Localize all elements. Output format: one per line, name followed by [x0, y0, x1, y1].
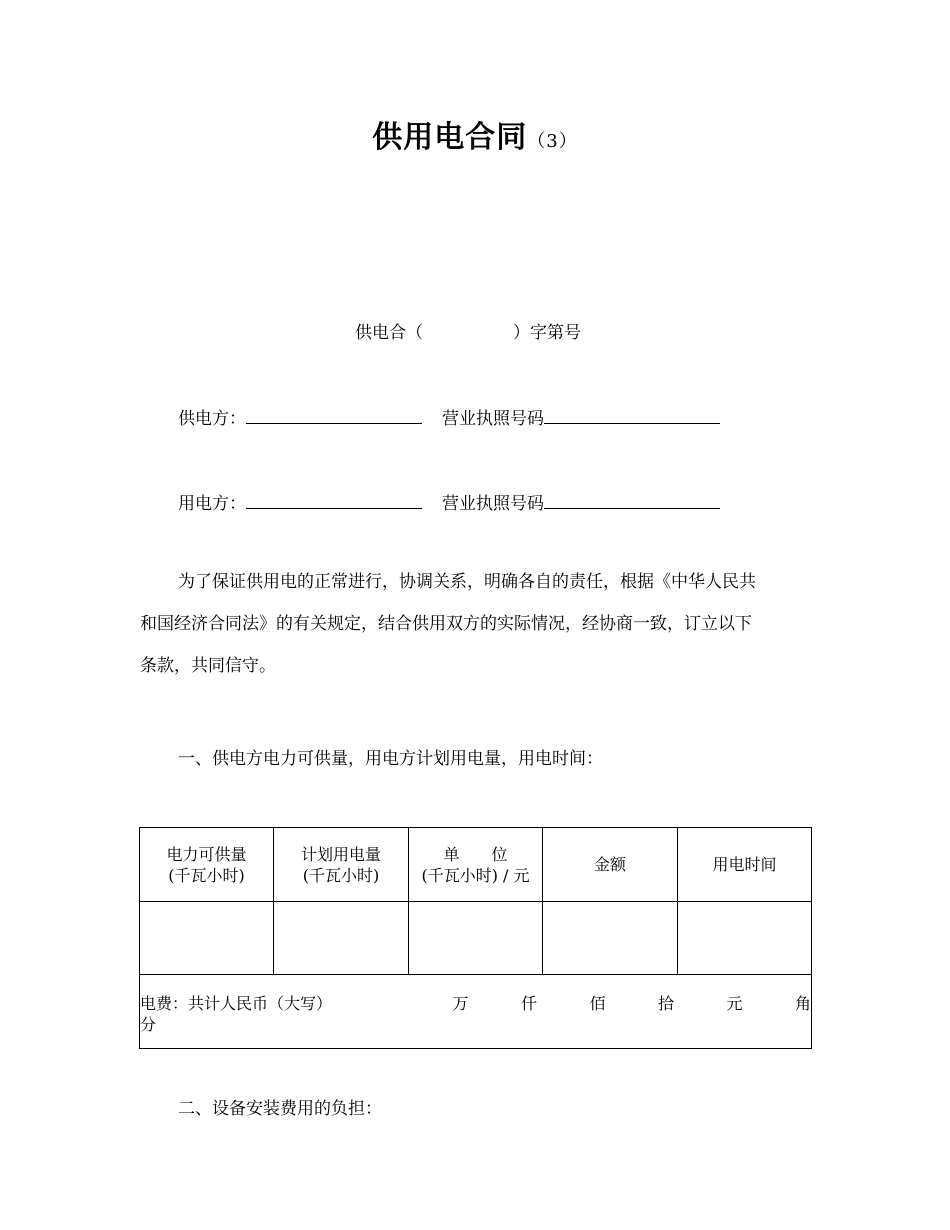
contract-number-line — [355, 318, 581, 343]
fee-line — [140, 993, 811, 1014]
section-1-heading: 一、供电方电力可供量，用电方计划用电量，用电时间： — [178, 749, 603, 769]
table-data-row — [140, 902, 812, 975]
supplier-license-label: 营业执照号码 — [442, 409, 544, 429]
consumer-license-blank[interactable] — [544, 494, 720, 509]
supplier-label: 供电方： — [178, 409, 246, 429]
header-cell-unit — [409, 828, 543, 902]
data-cell-supply[interactable] — [140, 902, 274, 975]
header-cell-amount — [543, 828, 678, 902]
data-cell-amount[interactable] — [543, 902, 678, 975]
title-suffix: （3） — [527, 131, 578, 152]
data-cell-planned[interactable] — [274, 902, 409, 975]
data-cell-time[interactable] — [678, 902, 812, 975]
supplier-license-blank[interactable] — [544, 409, 720, 424]
intro-paragraph — [140, 561, 812, 687]
fee-unit-yuan: 元 — [726, 994, 743, 1013]
contract-number-suffix: ）字第号 — [513, 323, 581, 343]
consumer-label: 用电方： — [178, 494, 246, 514]
header-planned-line1: 计划用电量 — [300, 844, 381, 864]
header-amount-label: 金额 — [593, 855, 626, 874]
header-supply-line2: (千瓦小时) — [168, 865, 245, 885]
fee-row — [140, 975, 812, 1049]
header-unit-line1: 单 位 — [443, 844, 508, 864]
data-cell-unit[interactable] — [409, 902, 543, 975]
consumer-name-blank[interactable] — [246, 494, 422, 509]
intro-line-3: 条款，共同信守。 — [140, 656, 276, 676]
fee-unit-fen: 分 — [140, 1015, 157, 1034]
fee-unit-jiao: 角 — [794, 994, 811, 1013]
fee-cell — [140, 975, 812, 1049]
supplier-name-blank[interactable] — [246, 409, 422, 424]
header-cell-supply — [140, 828, 274, 902]
intro-line-2: 和国经济合同法》的有关规定，结合供用双方的实际情况，经协商一致，订立以下 — [140, 614, 752, 634]
power-supply-table — [139, 827, 812, 1049]
fee-unit-qian: 仟 — [520, 994, 537, 1013]
fee-label: 电费：共计人民币（大写） — [140, 994, 333, 1013]
fee-unit-bai: 佰 — [589, 994, 606, 1013]
fee-unit-shi: 拾 — [657, 994, 674, 1013]
table-header-row — [140, 828, 812, 902]
header-time-label: 用电时间 — [712, 855, 777, 874]
header-cell-time — [678, 828, 812, 902]
document-title — [0, 112, 950, 156]
contract-number-prefix: 供电合（ — [355, 323, 423, 343]
supplier-line — [178, 404, 720, 429]
fee-unit-wan: 万 — [452, 994, 469, 1013]
header-unit-line2: (千瓦小时) / 元 — [421, 865, 530, 885]
section-2-heading: 二、设备安装费用的负担： — [178, 1099, 382, 1119]
header-planned-line2: (千瓦小时) — [302, 865, 380, 885]
header-cell-planned — [274, 828, 409, 902]
header-supply-line1: 电力可供量 — [166, 844, 247, 864]
title-main: 供用电合同 — [372, 120, 528, 155]
consumer-license-label: 营业执照号码 — [442, 494, 544, 514]
consumer-line — [178, 489, 720, 514]
intro-line-1: 为了保证供用电的正常进行，协调关系，明确各自的责任，根据《中华人民共 — [178, 572, 756, 592]
